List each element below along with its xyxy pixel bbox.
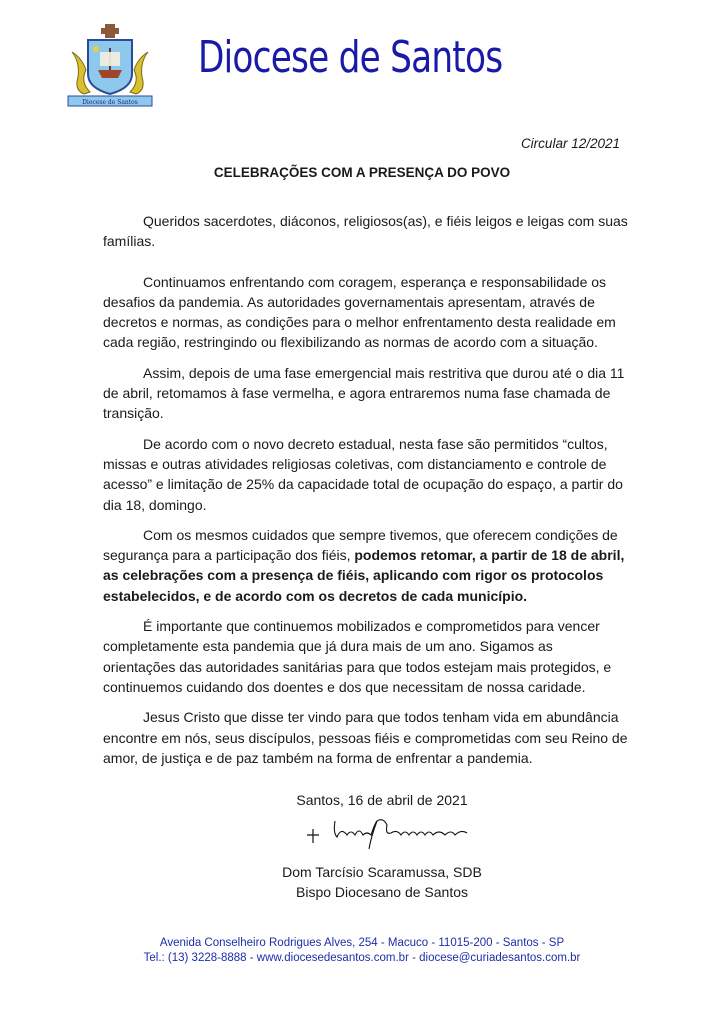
circular-number: Circular 12/2021 — [520, 136, 620, 151]
signer-title: Bispo Diocesano de Santos — [296, 884, 468, 900]
brand-title: Diocese de Santos — [198, 32, 503, 83]
paragraph: É importante que continuemos mobilizados e comprometidos para vencer completamente esta pandemia que já dura mais de um ano. Sigamos as orientações das autoridades sanitárias para que todos estejam mais protegidos, e continuemos cuidando dos doentes e dos que necessitam de nossa caridade. — [103, 618, 612, 695]
letter-body — [103, 211, 629, 778]
paragraph — [103, 525, 629, 606]
paragraph-greeting: Queridos sacerdotes, diáconos, religiosos(as), e fiéis leigos e leigas com suas famílias. — [103, 213, 628, 250]
paragraph: De acordo com o novo decreto estadual, nesta fase são permitidos “cultos, missas e outras atividades religiosas coletivas, com distanciamento e controle de acesso” e limitação de 25% da capacidade total de ocupação do espaço, a partir do dia 18, domingo. — [103, 435, 623, 513]
place-date: Santos, 16 de abril de 2021 — [296, 792, 468, 808]
logo-ribbon-text: Diocese de Santos — [82, 99, 138, 106]
footer-address: Avenida Conselheiro Rodrigues Alves, 254 - Macuco - 11015-200 - Santos - SP — [159, 937, 565, 949]
diocese-coat-of-arms-icon — [60, 22, 160, 110]
paragraph-highlight: podemos retomar, a partir de 18 de abril, as celebrações com a presença de fiéis, aplicando com rigor os protocolos estabelecidos, e de acordo com os decretos de cada município. — [103, 547, 625, 604]
paragraph: Assim, depois de uma fase emergencial mais restritiva que durou até o dia 11 de abril, retomamos à fase vermelha, e agora entraremos numa fase chamada de transição. — [103, 364, 625, 422]
signer-block — [0, 862, 724, 902]
signer-name: Dom Tarcísio Scaramussa, SDB — [282, 864, 482, 880]
footer — [0, 936, 724, 966]
paragraph: Continuamos enfrentando com coragem, esperança e responsabilidade os desafios da pandemia. As autoridades governamentais apresentam, através de decretos e normas, as condições para o melhor enfrentamento desta realidade em cada região, restringindo ou flexibilizando as normas de acordo com a situação. — [103, 273, 616, 351]
paragraph-text: Com os mesmos cuidados que sempre tivemos, que oferecem condições de segurança para a participação dos fiéis, — [103, 526, 618, 564]
paragraph: Jesus Cristo que disse ter vindo para que todos tenham vida em abundância encontre em nós, seus discípulos, pessoas fiéis e comprometidas com seu Reino de amor, de justiça e de paz também na forma de enfrentar a pandemia. — [103, 709, 628, 766]
footer-contact: Tel.: (13) 3228-8888 - www.diocesedesantos.com.br - diocese@curiadesantos.com.br — [143, 952, 581, 964]
document-title: CELEBRAÇÕES COM A PRESENÇA DO POVO — [213, 165, 511, 180]
handwritten-signature-icon — [305, 813, 485, 853]
